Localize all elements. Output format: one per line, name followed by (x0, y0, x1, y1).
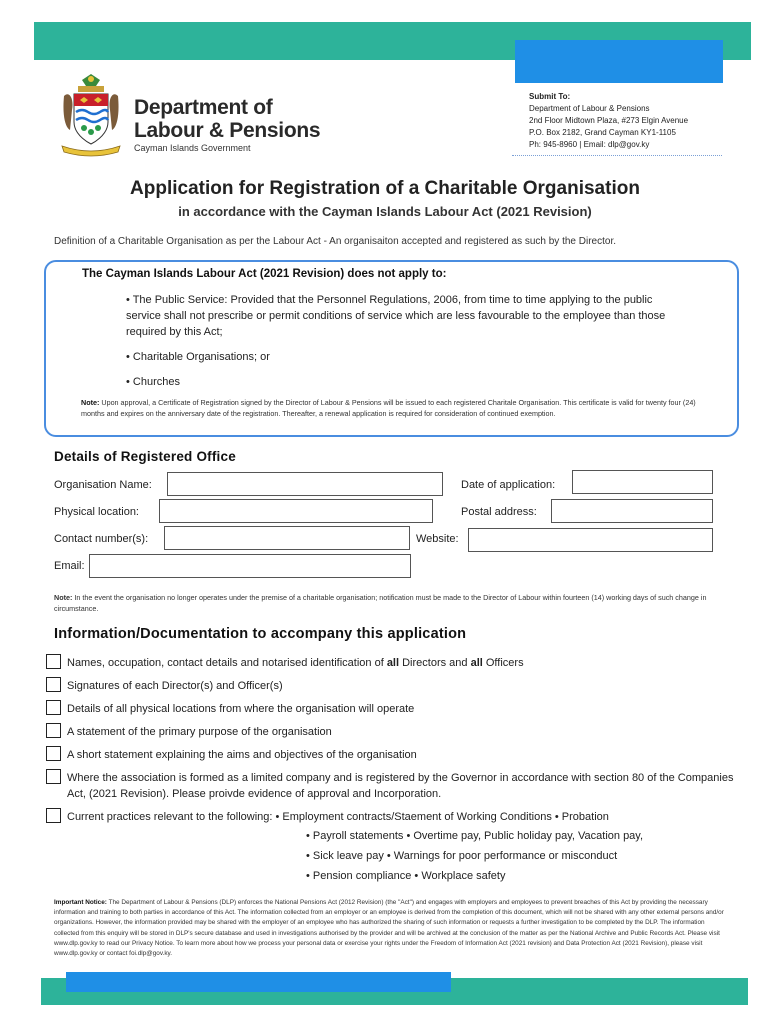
form-subtitle: in accordance with the Cayman Islands Labour Act (2021 Revision) (178, 204, 592, 219)
government-name: Cayman Islands Government (134, 143, 251, 153)
definition-text: Definition of a Charitable Organisation as per the Labour Act - An organisaiton accepted and registered as such by the Director. (54, 236, 616, 247)
limited-company-checkbox[interactable] (46, 769, 61, 784)
email-label: Email: (54, 560, 85, 572)
footer-accent-box (66, 972, 451, 992)
practices-line-pension: • Pension compliance • Workplace safety (306, 870, 506, 882)
contact-number-label: Contact number(s): (54, 533, 149, 545)
identification-text-end: Officers (482, 657, 524, 669)
locations-checkbox[interactable] (46, 700, 61, 715)
department-name: Department of Labour & Pensions (134, 96, 321, 142)
identification-checkbox[interactable] (46, 654, 61, 669)
aims-checkbox[interactable] (46, 746, 61, 761)
physical-location-field[interactable] (159, 499, 433, 523)
header-accent-box (515, 40, 723, 83)
office-change-note (54, 592, 744, 614)
practices-text: Current practices relevant to the following: • Employment contracts/Staement of Working Conditions • Probation (67, 811, 609, 823)
exemption-bullet-churches: • Churches (126, 376, 180, 388)
signatures-text: Signatures of each Director(s) and Officer(s) (67, 680, 283, 692)
office-note-label: Note: (54, 593, 73, 602)
approval-note-label: Note: (81, 398, 100, 407)
important-notice (54, 898, 729, 959)
contact-number-field[interactable] (164, 526, 410, 550)
registered-office-heading: Details of Registered Office (54, 449, 236, 464)
aims-text: A short statement explaining the aims and objectives of the organisation (67, 749, 417, 761)
approval-note-text: Upon approval, a Certificate of Registration signed by the Director of Labour & Pensions will be issued to each registered Charitale Organisation. This certificate is valid for twenty four (24) months and expires on the anniversary date of the registration. Thereafter, a renewal application is required for consideration of continued exemption. (81, 398, 696, 418)
website-field[interactable] (468, 528, 713, 552)
submit-to-block (529, 91, 688, 151)
submit-address-line: P.O. Box 2182, Grand Cayman KY1-1105 (529, 128, 676, 137)
limited-company-text: Where the association is formed as a limited company and is registered by the Governor in accordance with section 80 of the Companies Act, (2021 Revision). Please proivde evidence of approval and Incorporation. (67, 772, 734, 800)
locations-text: Details of all physical locations from where the organisation will operate (67, 703, 415, 715)
org-name-label: Organisation Name: (54, 479, 152, 491)
approval-note (81, 397, 701, 419)
identification-bold-all: all (470, 657, 483, 669)
office-note-text: In the event the organisation no longer operates under the premise of a charitable organisation; notification must be made to the Director of Labour within fourteen (14) working days of such change in circumstance. (54, 593, 707, 613)
identification-bold-all: all (386, 657, 400, 669)
purpose-text: A statement of the primary purpose of the organisation (67, 726, 332, 738)
physical-location-label: Physical location: (54, 506, 139, 518)
email-field[interactable] (89, 554, 411, 578)
submit-address-line: Department of Labour & Pensions (529, 104, 650, 113)
identification-text-mid: Directors and (399, 657, 471, 669)
practices-line-leave: • Sick leave pay • Warnings for poor performance or misconduct (306, 850, 618, 862)
practices-checkbox[interactable] (46, 808, 61, 823)
documentation-heading: Information/Documentation to accompany this application (54, 626, 467, 642)
submit-address-line: 2nd Floor Midtown Plaza, #273 Elgin Avenue (529, 116, 689, 125)
date-of-application-label: Date of application: (461, 479, 556, 491)
org-name-field[interactable] (167, 472, 443, 496)
submit-divider (512, 155, 722, 156)
coat-of-arms-logo (56, 70, 126, 158)
form-title: Application for Registration of a Charitable Organisation (130, 178, 640, 199)
website-label: Website: (416, 533, 459, 545)
postal-address-field[interactable] (551, 499, 713, 523)
date-of-application-field[interactable] (572, 470, 713, 494)
signatures-checkbox[interactable] (46, 677, 61, 692)
exemption-bullet-charitable: • Charitable Organisations; or (126, 351, 270, 363)
purpose-checkbox[interactable] (46, 723, 61, 738)
exemption-bullet-public-service: • The Public Service: Provided that the Personnel Regulations, 2006, from time to time applying to the public service shall not prescribe or permit conditions of service which are less favourable to the employee than those required by this Act; (126, 294, 666, 338)
act-box-heading: The Cayman Islands Labour Act (2021 Revision) does not apply to: (82, 268, 447, 280)
submit-contact-line: Ph: 945-8960 | Email: dlp@gov.ky (529, 140, 650, 149)
postal-address-label: Postal address: (461, 506, 537, 518)
identification-text-start: Names, occupation, contact details and notarised identification of (67, 657, 387, 669)
important-notice-label: Important Notice: (54, 899, 107, 906)
submit-to-title: Submit To: (529, 92, 571, 101)
practices-line-payroll: • Payroll statements • Overtime pay, Public holiday pay, Vacation pay, (306, 830, 644, 842)
important-notice-text: The Department of Labour & Pensions (DLP) enforces the National Pensions Act (2012 Revision) (the "Act") and engages with employers and employees to prevent breaches of this Act by providing the necessary information and training to both parties in accordance of this Act. The information collected from an employer or an employee is derived from the completion of this document, which will not be shared with any other external persons and/or organizations. However, the information provided may be shared with the employer of an employee who has authorized the sharing of such information or requests a further investigation to be completed by the DLP. The information collected from this enquiry will be stored in DLP's secure database and used in investigations authorised by the provider and will be archived at the conclusion of the matter as per the National Archive and Public Records Act. Please visit www.dlp.gov.ky to read our Privacy Notice. To learn more about how we process your personal data or exercise your rights under the Freedom of Information Act (2021 revision) and Data Protection Act (2021 Revision), please visit www.dlp.gov.ky or contact foi.dlp@gov.ky. (54, 899, 724, 958)
